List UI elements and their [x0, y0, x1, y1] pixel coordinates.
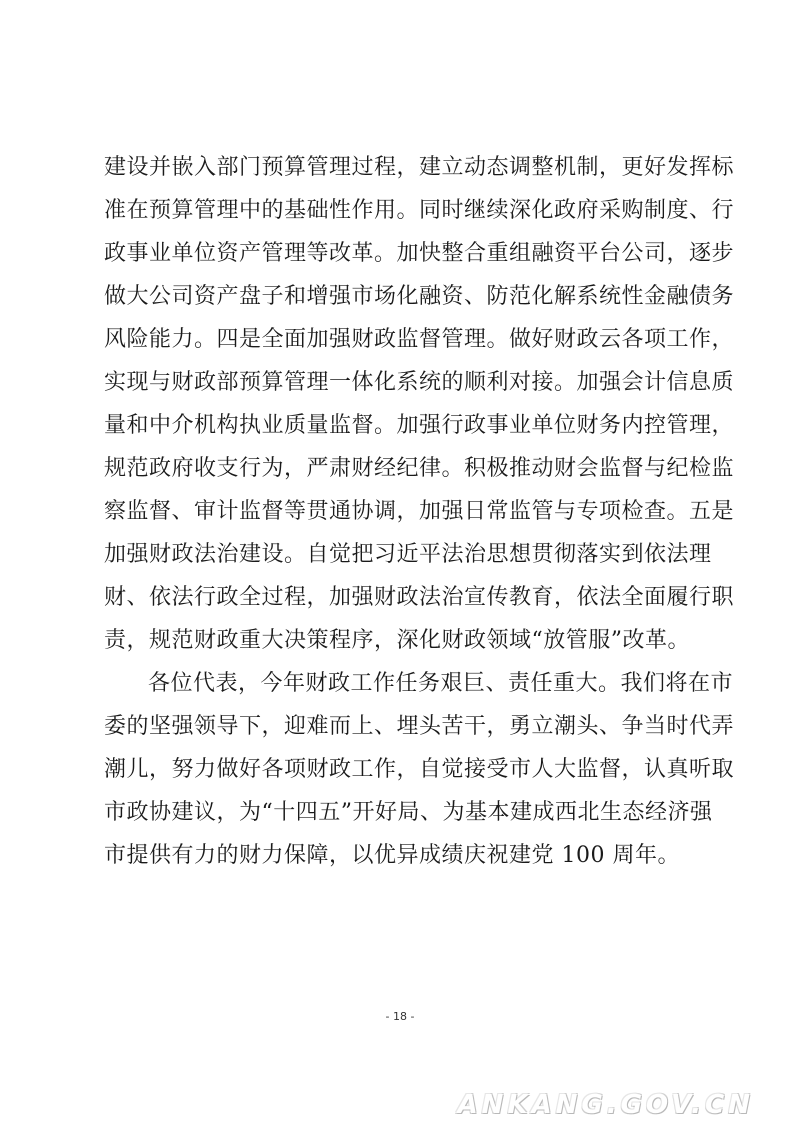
text-line: 实现与财政部预算管理一体化系统的顺利对接。加强会计信息质 — [104, 370, 735, 395]
paragraph-start-line: 各位代表，今年财政工作任务艰巨、责任重大。我们将在市 — [148, 671, 734, 696]
text-line: 政事业单位资产管理等改革。加快整合重组融资平台公司，逐步 — [104, 241, 735, 266]
text-line: 量和中介机构执业质量监督。加强行政事业单位财务内控管理， — [104, 413, 735, 438]
text-line: 市提供有力的财力保障，以优异成绩庆祝建党 100 周年。 — [104, 843, 680, 868]
text-line: 潮儿，努力做好各项财政工作，自觉接受市人大监督，认真听取 — [104, 757, 735, 782]
text-line: 风险能力。四是全面加强财政监督管理。做好财政云各项工作， — [104, 327, 735, 352]
text-line: 责，规范财政重大决策程序，深化财政领域“放管服”改革。 — [104, 628, 690, 653]
text-line: 财、依法行政全过程，加强财政法治宣传教育，依法全面履行职 — [104, 585, 735, 610]
text-line: 加强财政法治建设。自觉把习近平法治思想贯彻落实到依法理 — [104, 542, 712, 567]
text-line: 做大公司资产盘子和增强市场化融资、防范化解系统性金融债务 — [104, 284, 735, 309]
site-watermark: ANKANG.GOV.CN — [457, 1090, 754, 1120]
text-line: 察监督、审计监督等贯通协调，加强日常监管与专项检查。五是 — [104, 499, 735, 524]
text-line: 委的坚强领导下，迎难而上、埋头苦干，勇立潮头、争当时代弄 — [104, 714, 735, 739]
text-line: 市政协建议，为“十四五”开好局、为基本建成西北生态经济强 — [104, 800, 713, 825]
text-line: 建设并嵌入部门预算管理过程，建立动态调整机制，更好发挥标 — [104, 155, 735, 180]
body-text — [104, 146, 735, 877]
text-line: 规范政府收支行为，严肃财经纪律。积极推动财会监督与纪检监 — [104, 456, 735, 481]
text-line: 准在预算管理中的基础性作用。同时继续深化政府采购制度、行 — [104, 198, 735, 223]
page-number: - 18 - — [385, 1010, 415, 1023]
